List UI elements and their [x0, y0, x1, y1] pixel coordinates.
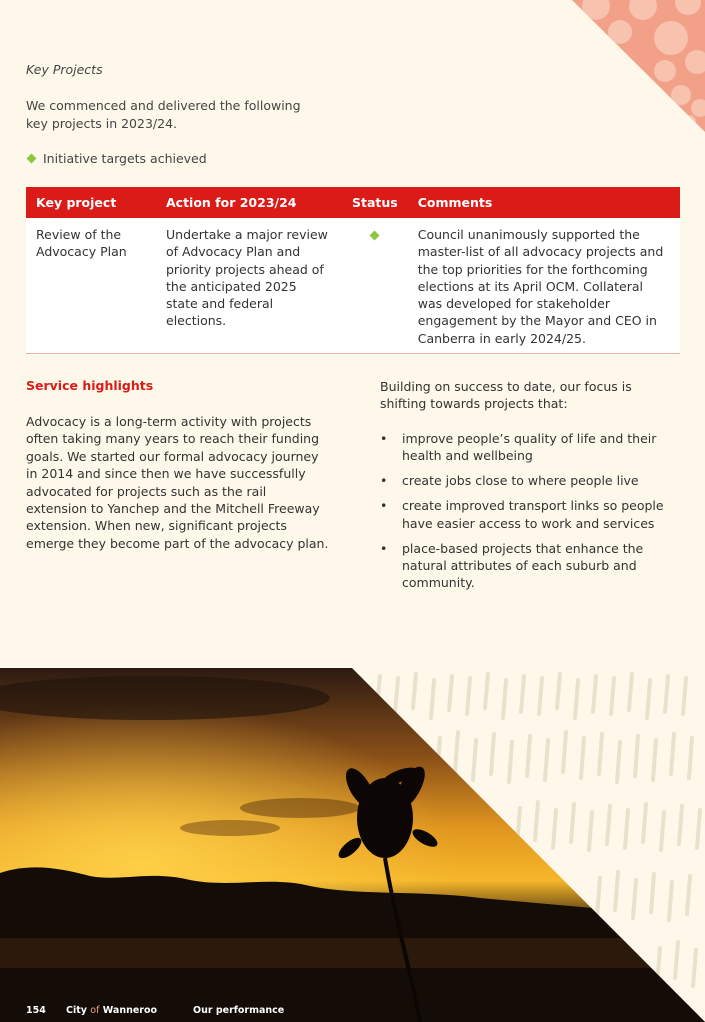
bullet-icon: • — [380, 473, 388, 489]
service-highlights-body: Advocacy is a long-term activity with projects often taking many years to reach their funding goals. We started our formal advocacy journey in 2014 and since then we have successfully advocated for projects such as the rail extension to Yanchep and the Mitchell Freeway extension. When new, significant projects emerge they become part of the advocacy plan. — [26, 414, 329, 551]
org-name: City of Wanneroo — [66, 1005, 158, 1016]
legend-label: Initiative targets achieved — [43, 151, 207, 166]
cell-status — [342, 218, 408, 354]
cell-action: Undertake a major review of Advocacy Plan and priority projects ahead of the anticipated 2025 state and federal elections. — [156, 218, 342, 354]
cell-project: Review of the Advocacy Plan — [26, 218, 156, 354]
sunset-photo — [0, 668, 705, 1022]
list-item: • improve people’s quality of life and their health and wellbeing — [380, 431, 657, 464]
key-projects-table — [26, 187, 680, 354]
list-item: • place-based projects that enhance the natural attributes of each suburb and community. — [380, 540, 644, 591]
focus-intro: Building on success to date, our focus is shifting towards projects that: — [380, 379, 632, 412]
section-label: Key Projects — [26, 62, 103, 77]
page-number: 154 — [26, 1005, 46, 1016]
bullet-icon: • — [380, 431, 388, 446]
header-action: Action for 2023/24 — [156, 187, 342, 218]
intro-text: We commenced and delivered the following key projects in 2023/24. — [26, 98, 301, 131]
list-item: • create jobs close to where people live — [380, 473, 639, 489]
service-highlights-title: Service highlights — [26, 378, 154, 393]
status-achieved-icon — [369, 231, 379, 241]
list-item: • create improved transport links so people have easier access to work and services — [380, 498, 664, 531]
table-row — [26, 218, 680, 354]
table-header-row — [26, 187, 680, 218]
cell-comments: Council unanimously supported the master-list of all advocacy projects and the top priorities for the forthcoming elections at its April OCM. Collateral was developed for stakeholder engagement by the Mayor and CEO in Canberra in early 2024/25. — [408, 218, 680, 354]
legend — [26, 151, 207, 166]
bullet-icon: • — [380, 540, 388, 556]
section-name: Our performance — [193, 1005, 285, 1016]
green-diamond-icon — [27, 154, 37, 164]
header-status: Status — [342, 187, 408, 218]
bullet-icon: • — [380, 498, 388, 514]
focus-list — [380, 430, 680, 599]
header-key-project: Key project — [26, 187, 156, 218]
header-comments: Comments — [408, 187, 680, 218]
